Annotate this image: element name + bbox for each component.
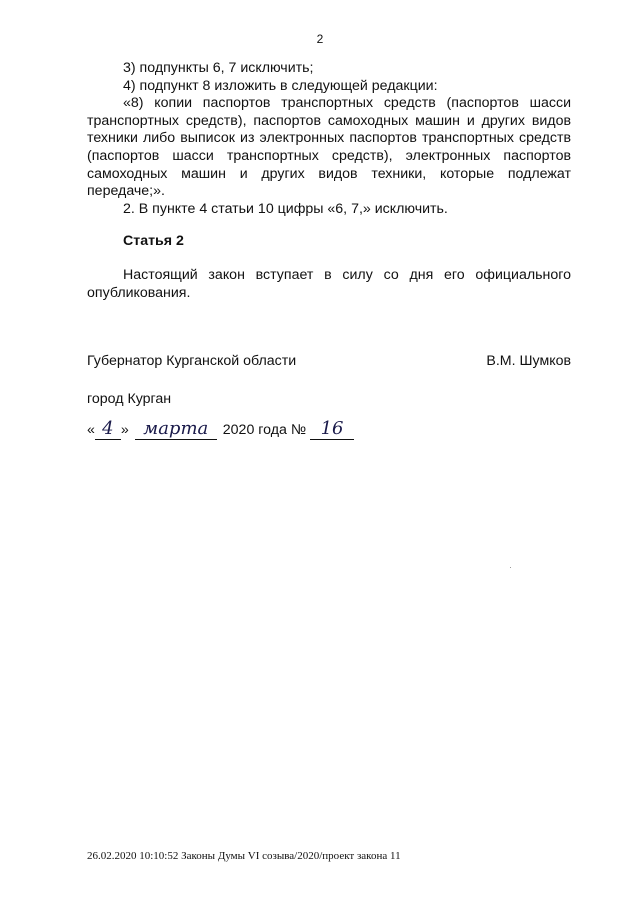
page-number: 2	[316, 32, 324, 46]
date-open-quote: «	[87, 422, 95, 438]
date-line	[87, 420, 354, 440]
city-line: город Курган	[87, 391, 172, 407]
handwritten-day: 4	[95, 420, 121, 440]
governor-title: Губернатор Курганской области	[87, 353, 297, 369]
paragraph-new-wording: «8) копии паспортов транспортных средств (паспортов шасси транспортных средств), паспортов самоходных машин и других видов техники либо выписок из электронных паспортов транспортных средств (паспортов шасси транспортных средств), электронных паспортов самоходных машин и других видов техники, которые подлежат передаче;».	[87, 95, 571, 200]
handwritten-month: марта	[135, 420, 217, 440]
date-year-label: 2020 года №	[222, 422, 307, 438]
paragraph-subitem-8: 4) подпункт 8 изложить в следующей редакции:	[123, 77, 438, 94]
paragraph-article-10: 2. В пункте 4 статьи 10 цифры «6, 7,» исключить.	[123, 200, 448, 217]
footer-file-path: 26.02.2020 10:10:52 Законы Думы VI созыва/2020/проект закона 11	[87, 850, 401, 862]
amendment-text	[87, 60, 571, 218]
signature-block	[87, 353, 571, 369]
article-heading: Статья 2	[123, 233, 184, 249]
handwritten-law-number: 16	[310, 420, 354, 440]
date-close-quote: »	[120, 422, 129, 438]
paragraph-subitems-6-7: 3) подпункты 6, 7 исключить;	[123, 60, 314, 76]
governor-name: В.М. Шумков	[486, 353, 571, 369]
scan-speck	[510, 567, 511, 568]
enactment-paragraph: Настоящий закон вступает в силу со дня его официального опубликования.	[87, 267, 571, 301]
